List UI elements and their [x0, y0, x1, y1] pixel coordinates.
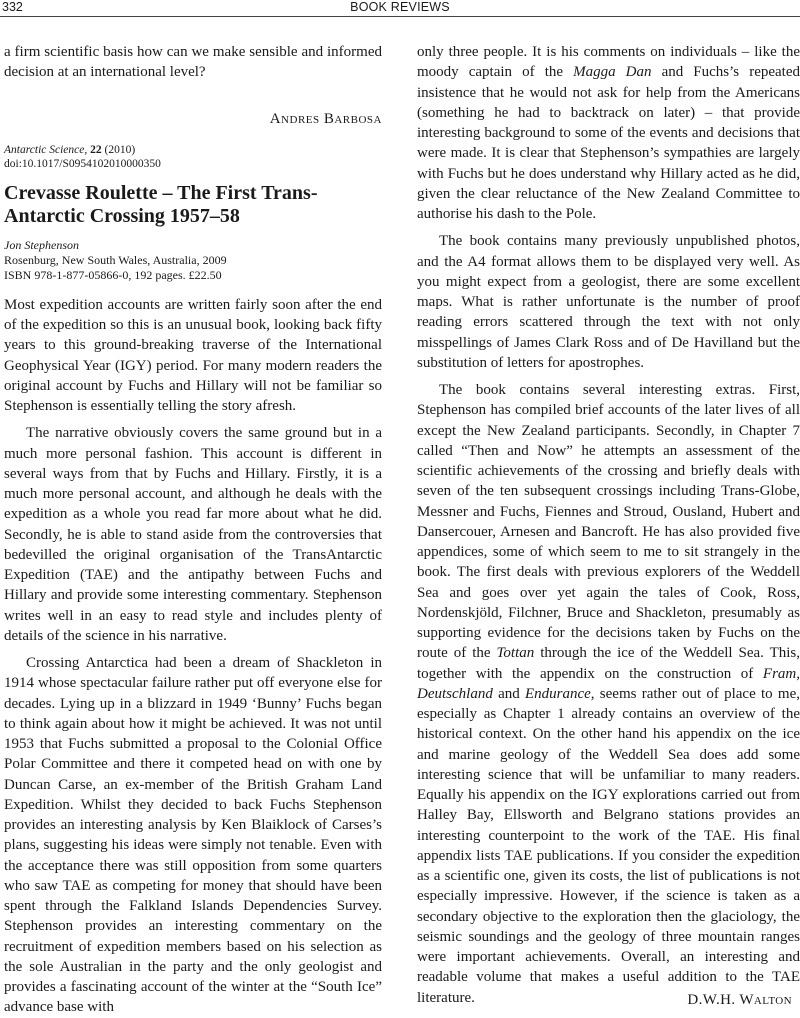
review-paragraph-1: Most expedition accounts are written fairly soon after the end of the expedition so this is an unusual book, looking back fifty years to this ground-breaking traverse of the International Geophysical Year (IGY) period. For many modern readers the original account by Fuchs and Hillary will not be familiar so Stephenson is essentially telling the story afresh.	[4, 296, 382, 414]
left-column	[4, 42, 382, 1018]
isbn-info: ISBN 978-1-877-05866-0, 192 pages. £22.50	[4, 267, 222, 282]
running-title: BOOK REVIEWS	[350, 0, 450, 14]
review-paragraph-2: The narrative obviously covers the same ground but in a much more personal fashion. This account is different in several ways from that by Fuchs and Hillary. Firstly, it is a much more personal account, and although he deals with the expedition as a whole you read far more about what he did. Secondly, he is able to stand aside from the controversies that bedevilled the original organisation of the TransAntarctic Expedition (TAE) and the antipathy between Fuchs and Hillary and provide some interesting commentary. Stephenson writes well in an easy to read style and includes plenty of details of the science in his narrative.	[4, 425, 382, 644]
review-paragraph-3-continued: only three people. It is his comments on individuals – like the moody captain of the Magga Dan and Fuchs’s repeated insistence that he would not ask for help from the Americans (something he had to backtrack on later) – that provide interesting background to some of the events and decisions that were made. It is clear that Stephenson’s sympathies are largely with Fuchs but he does understand why Hillary acted as he did, given the clear reluctance of the New Zealand Committee to authorise his dash to the Pole.	[417, 44, 800, 222]
review-title: Crevasse Roulette – The First Trans-Antarctic Crossing 1957–58	[4, 181, 318, 227]
right-column	[417, 42, 800, 1008]
header-rule	[0, 16, 800, 17]
page-number: 332	[2, 0, 23, 14]
running-header	[0, 0, 800, 16]
doi: doi:10.1017/S0954102010000350	[4, 157, 161, 170]
ship-name-tottan: Tottan	[496, 645, 535, 662]
reviewer-signature: D.W.H. Walton	[687, 992, 792, 1008]
review-paragraph-4: The book contains many previously unpublished photos, and the A4 format allows them to be displayed very well. As you might expect from a geologist, there are some excellent maps. What is rather unfortunate is the number of proof reading errors scattered through the text with not only misspellings of James Clark Ross and of De Havilland but the substitution of letters for apostrophes.	[417, 233, 800, 371]
journal-volume: 22	[90, 143, 102, 156]
review-paragraph-5: The book contains several interesting extras. First, Stephenson has compiled brief accounts of the later lives of all except the New Zealand participants. Secondly, in Chapter 7 called “Then and Now” he attempts an assessment of the scientific achievements of the crossing and briefly deals with seven of the ten subsequent crossings including Trans-Globe, Messner and Fuchs, Fiennes and Stroud, Ousland, Hubert and Dansercouer, Arnesen and Bancroft. He has also provided five appendices, some of which seem to me to sit strangely in the book. The first deals with previous explorers of the Weddell Sea and goes over yet again the tales of Cook, Ross, Nordenskjöld, Filchner, Bruce and Shackleton, presumably as supporting evidence for the decisions taken by Fuchs on the route of the Tottan through the ice of the Weddell Sea. This, together with the appendix on the construction of Fram, Deutschland and Endurance, seems rather out of place to me, especially as Chapter 1 already contains an overview of the historical context. On the other hand his appendix on the ice and marine geology of the Weddell Sea does add some interesting science that will be unfamiliar to many readers. Equally his appendix on the IGY explorations carried out from Halley Bay, Ellsworth and Belgrano stations provides an interesting counterpoint to the work of the TAE. His final appendix lists TAE publications. If you consider the expedition as a scientific one, given its costs, the list of publications is not especially impressive. However, if the science is taken as a secondary objective to the exploration then the glaciology, the seismic soundings and the geology of three mountain ranges were important achievements. Overall, an interesting and readable volume that makes a useful addition to the TAE literature.	[417, 382, 800, 1006]
ship-name-magga-dan: Magga Dan	[573, 64, 652, 81]
publisher-info: Rosenburg, New South Wales, Australia, 2009	[4, 252, 227, 267]
journal-year: (2010)	[104, 143, 136, 156]
previous-review-closing: a firm scientific basis how can we make sensible and informed decision at an international level?	[4, 44, 382, 81]
journal-name: Antarctic Science,	[4, 143, 88, 156]
ship-name-endurance: Endurance,	[524, 685, 595, 702]
previous-reviewer-signature: Andres Barbosa	[269, 110, 382, 127]
review-paragraph-3: Crossing Antarctica had been a dream of Shackleton in 1914 whose spectacular failure rather put off everyone else for decades. Lying up in a blizzard in 1949 ‘Bunny’ Fuchs began to think again about how it might be achieved. It was not until 1953 that Fuchs submitted a proposal to the Colonial Office Polar Committee and there it competed head on with one by Duncan Carse, an ex-member of the British Graham Land Expedition. Whilst they decided to back Fuchs Stephenson provides an interesting analysis by Ken Blaiklock of Carses’s plans, suggesting his ideas were simply not tenable. Even with the acceptance there was still opposition from some quarters who saw TAE as competing for money that should have been spent through the Falkland Islands Dependencies Survey. Stephenson provides an interesting commentary on the recruitment of expedition members based on his selection as the sole Australian in the party and the only geologist and provides a fascinating account of the winter at the “South Ice” advance base with	[4, 655, 382, 1016]
book-author: Jon Stephenson	[4, 237, 79, 252]
ship-names-fram-deutschland: Fram, Deutschland	[417, 665, 800, 702]
journal-citation	[4, 143, 382, 157]
